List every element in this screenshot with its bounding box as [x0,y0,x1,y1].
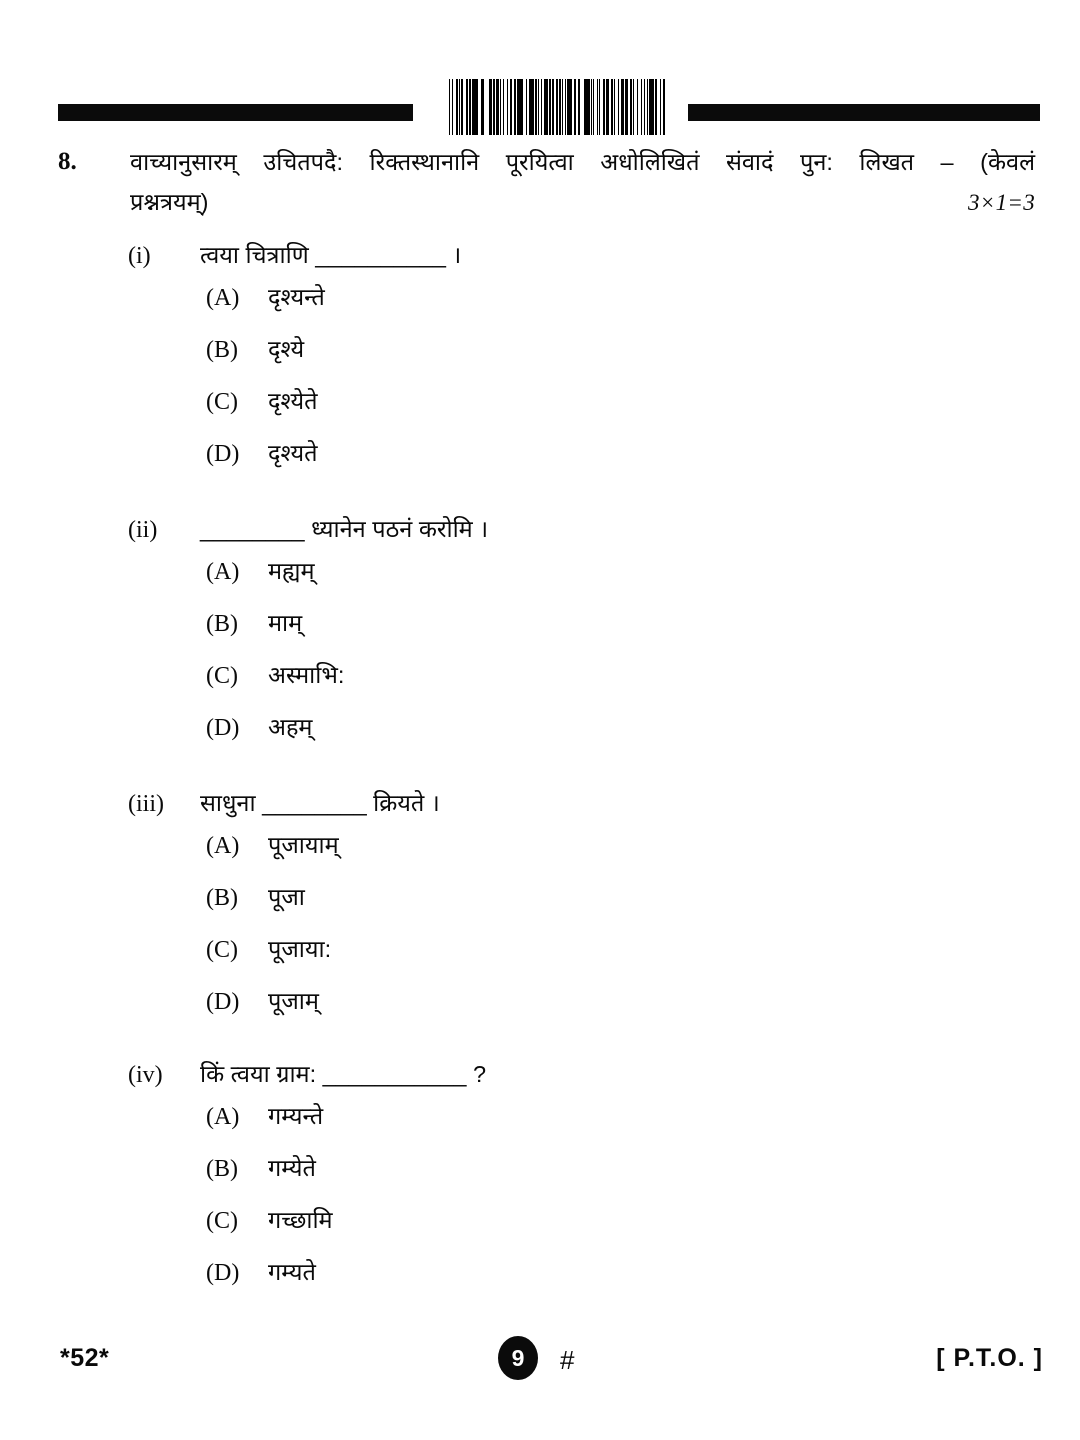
page-footer [58,1336,1043,1392]
option-text: गम्यन्ते [268,1103,324,1129]
option-text: दृश्येते [268,388,318,414]
option-text: अहम् [268,714,313,740]
option-letter: (C) [206,1208,238,1234]
option-text: पूजाम् [268,988,319,1014]
option-letter: (A) [206,833,240,859]
question-marks: 3×1=3 [967,190,1035,215]
option-text: गम्यते [268,1259,316,1285]
question-block [58,142,1043,223]
option-text: पूजाया: [268,936,332,962]
option-letter: (B) [206,1156,238,1182]
header-rule-left [58,104,413,121]
option-letter: (A) [206,1104,240,1130]
option-ii-a[interactable] [128,554,1028,606]
sub-question-iv-stem: किं त्वया ग्राम: ___________ ? [200,1061,487,1087]
option-letter: (D) [206,989,240,1015]
option-letter: (B) [206,885,238,911]
sub-question-i-head [128,238,1028,280]
sub-question-ii-label: (ii) [128,517,158,543]
question-text-line2-row [130,182,1035,223]
sub-question-iv [128,1057,1028,1307]
sub-question-ii-head [128,512,1028,554]
option-iv-b[interactable] [128,1151,1028,1203]
option-text: मह्यम् [268,558,315,584]
question-text-line2: प्रश्नत्रयम्) [130,189,209,215]
sub-question-iii-stem: साधुना ________ क्रियते । [200,790,440,816]
option-letter: (D) [206,441,240,467]
hash-icon: # [560,1344,575,1375]
option-letter: (C) [206,663,238,689]
option-ii-d[interactable] [128,710,1028,762]
sub-question-i [128,238,1028,488]
option-letter: (A) [206,559,240,585]
option-letter: (C) [206,937,238,963]
footer-paper-code: *52* [60,1344,110,1372]
option-i-c[interactable] [128,384,1028,436]
question-body [130,142,1043,223]
option-letter: (C) [206,389,238,415]
footer-center-group [498,1336,574,1380]
option-letter: (A) [206,285,240,311]
option-letter: (D) [206,1260,240,1286]
question-number: 8. [58,148,77,175]
sub-question-ii-stem: ________ ध्यानेन पठनं करोमि । [200,516,489,542]
option-iv-a[interactable] [128,1099,1028,1151]
option-iii-d[interactable] [128,984,1028,1036]
sub-question-iii-label: (iii) [128,791,164,817]
option-iv-d[interactable] [128,1255,1028,1307]
sub-question-iii-head [128,786,1028,828]
option-text: अस्माभि: [268,662,345,688]
option-text: दृश्यन्ते [268,284,325,310]
sub-question-ii [128,512,1028,762]
option-text: गम्येते [268,1155,316,1181]
sub-question-i-label: (i) [128,243,151,269]
option-letter: (B) [206,611,238,637]
option-iii-b[interactable] [128,880,1028,932]
option-text: गच्छामि [268,1207,333,1233]
option-i-d[interactable] [128,436,1028,488]
sub-question-iv-head [128,1057,1028,1099]
question-header-row [58,142,1043,223]
barcode-icon [448,79,666,135]
sub-question-iv-label: (iv) [128,1062,163,1088]
sub-question-i-stem: त्वया चित्राणि __________ । [200,242,462,268]
option-text: दृश्ये [268,336,305,362]
option-ii-b[interactable] [128,606,1028,658]
option-i-b[interactable] [128,332,1028,384]
option-ii-c[interactable] [128,658,1028,710]
option-text: पूजा [268,884,305,910]
option-text: दृश्यते [268,440,318,466]
footer-pto: [ P.T.O. ] [936,1344,1043,1372]
page-header [58,78,1040,136]
question-text-line1: वाच्यानुसारम् उचितपदै: रिक्तस्थानानि पूरयित्वा अधोलिखितं संवादं पुन: लिखत – (केवलं [130,149,1035,175]
option-letter: (D) [206,715,240,741]
option-text: पूजायाम् [268,832,339,858]
option-text: माम् [268,610,303,636]
sub-question-iii [128,786,1028,1036]
header-rule-right [688,104,1040,121]
option-i-a[interactable] [128,280,1028,332]
option-iv-c[interactable] [128,1203,1028,1255]
option-letter: (B) [206,337,238,363]
option-iii-c[interactable] [128,932,1028,984]
option-iii-a[interactable] [128,828,1028,880]
page-number-badge: 9 [498,1336,538,1380]
